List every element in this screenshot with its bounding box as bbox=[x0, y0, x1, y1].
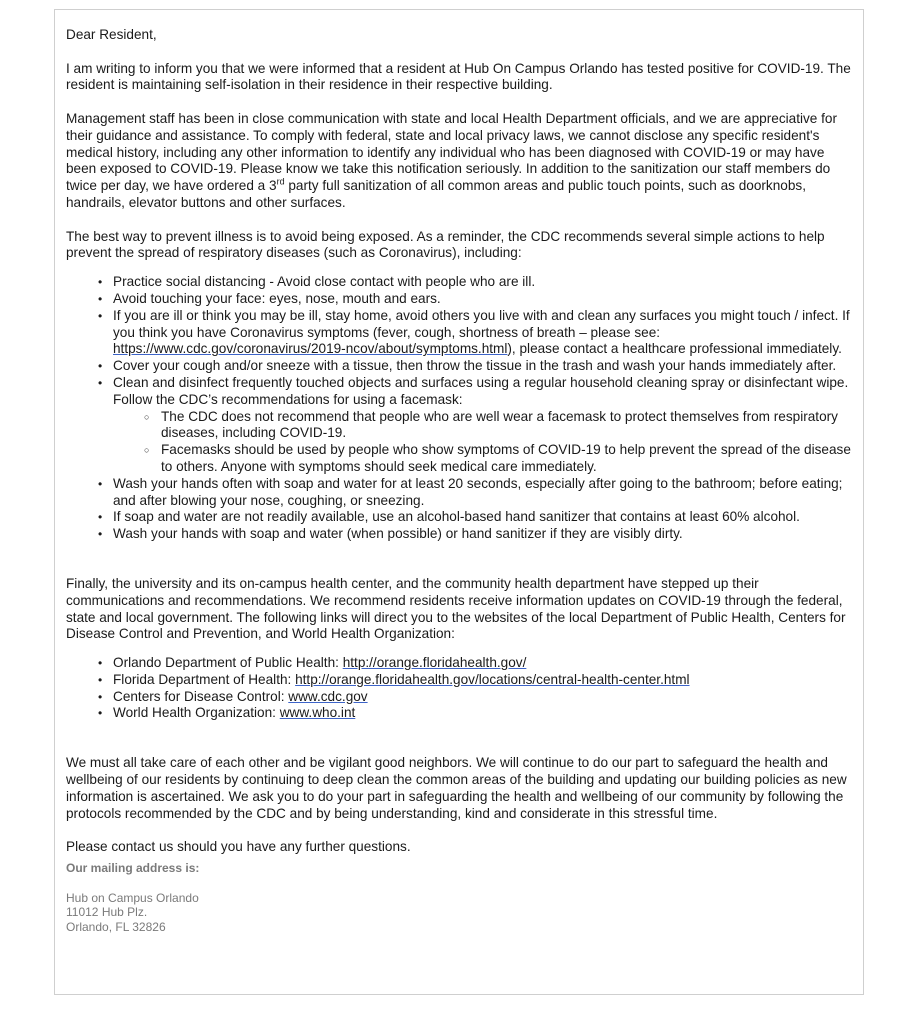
salutation: Dear Resident, bbox=[66, 27, 157, 42]
list-item bbox=[66, 705, 856, 722]
paragraph-management-text: Management staff has been in close communication with state and local Health Department officials, and we are appreciative for their guidance and assistance. To comply with federal, state and local privacy laws, we cannot disclose any specific resident's medical history, including any other information to identify any individual who has been diagnosed with COVID-19 or may have been exposed to COVID-19. Please know we take this notification seriously. In addition to the sanitization our staff members do twice per day, we have ordered a 3 bbox=[66, 110, 837, 194]
email-body bbox=[66, 27, 856, 935]
list-item-text: Cover your cough and/or sneeze with a tissue, then throw the tissue in the trash and wash your hands immediately after. bbox=[113, 358, 837, 374]
list-item-text: If soap and water are not readily available, use an alcohol-based hand sanitizer that contains at least 60% alcohol. bbox=[113, 509, 800, 525]
orlando-health-link[interactable]: http://orange.floridahealth.gov/ bbox=[342, 655, 527, 671]
sublist-item bbox=[66, 409, 856, 443]
list-item bbox=[66, 358, 856, 375]
link-label: Centers for Disease Control: bbox=[113, 688, 289, 704]
sublist-item-text: Facemasks should be used by people who show symptoms of COVID-19 to help prevent the spread of the disease to others. Anyone with symptoms should seek medical care immediately. bbox=[161, 442, 851, 474]
prevention-list bbox=[66, 274, 856, 543]
list-item bbox=[66, 526, 856, 543]
list-item-text: Practice social distancing - Avoid close contact with people who are ill. bbox=[113, 274, 536, 290]
resource-links-list bbox=[66, 655, 856, 722]
list-item-text: If you are ill or think you may be ill, stay home, avoid others you live with and clean any surfaces you might touch / infect. If you think you have Coronavirus symptoms (fever, cough, shortness of breath – please see: bbox=[113, 307, 850, 340]
paragraph-prevention: The best way to prevent illness is to avoid being exposed. As a reminder, the CDC recommends several simple actions to help prevent the spread of respiratory diseases (such as Coronavirus), including: bbox=[66, 228, 825, 261]
list-item-text: Wash your hands with soap and water (when possible) or hand sanitizer if they are visibly dirty. bbox=[113, 526, 683, 542]
list-item bbox=[66, 291, 856, 308]
mailing-address bbox=[66, 891, 856, 935]
cdc-symptoms-link[interactable]: https://www.cdc.gov/coronavirus/2019-ncov/about/symptoms.html bbox=[113, 341, 508, 357]
paragraph-resources: Finally, the university and its on-campus health center, and the community health department have stepped up their communications and recommendations. We recommend residents receive information updates on COVID-19 through the federal, state and local government. The following links will direct you to the websites of the local Department of Public Health, Centers for Disease Control and Prevention, and World Health Organization: bbox=[66, 575, 846, 642]
paragraph-closing: We must all take care of each other and be vigilant good neighbors. We will continue to do our part to safeguard the health and wellbeing of our residents by continuing to deep clean the common areas of the building and updating our building policies as new information is ascertained. We ask you to do your part in safeguarding the health and wellbeing of our community by following the protocols recommended by the CDC and by being understanding, kind and considerate in this stressful time. bbox=[66, 755, 847, 821]
list-item bbox=[66, 375, 856, 476]
who-link[interactable]: www.who.int bbox=[279, 705, 356, 721]
list-item bbox=[66, 655, 856, 672]
address-line: Orlando, FL 32826 bbox=[66, 920, 166, 935]
list-item-text: Avoid touching your face: eyes, nose, mouth and ears. bbox=[113, 290, 441, 306]
sublist-item-text: The CDC does not recommend that people who are well wear a facemask to protect themselves from respiratory diseases, including COVID-19. bbox=[161, 408, 838, 441]
list-item-text-end: ), please contact a healthcare professional immediately. bbox=[507, 341, 842, 357]
address-line: Hub on Campus Orlando bbox=[66, 890, 199, 905]
link-label: Florida Department of Health: bbox=[113, 671, 296, 687]
link-label: Orlando Department of Public Health: bbox=[113, 655, 343, 671]
list-item bbox=[66, 689, 856, 706]
list-item bbox=[66, 509, 856, 526]
ordinal-superscript: rd bbox=[276, 176, 285, 187]
list-item bbox=[66, 274, 856, 291]
link-label: World Health Organization: bbox=[113, 705, 280, 721]
list-item-text: Clean and disinfect frequently touched objects and surfaces using a regular household cleaning spray or disinfectant wipe. Follow the CDC’s recommendations for using a facemask: bbox=[113, 374, 849, 407]
list-item bbox=[66, 476, 856, 510]
florida-health-link[interactable]: http://orange.floridahealth.gov/locations/central-health-center.html bbox=[295, 671, 690, 687]
paragraph-notice: I am writing to inform you that we were informed that a resident at Hub On Campus Orlando has tested positive for COVID-19. The resident is maintaining self-isolation in their residence in their respective building. bbox=[66, 60, 851, 93]
list-item bbox=[66, 672, 856, 689]
paragraph-contact: Please contact us should you have any further questions. bbox=[66, 839, 411, 855]
paragraph-management-text-end: party full sanitization of all common areas and public touch points, such as doorknobs, handrails, elevator buttons and other surfaces. bbox=[66, 178, 806, 210]
facemask-sublist bbox=[113, 409, 856, 476]
list-item-text: Wash your hands often with soap and water for at least 20 seconds, especially after going to the bathroom; before eating; and after blowing your nose, coughing, or sneezing. bbox=[113, 475, 843, 508]
mailing-address-label: Our mailing address is: bbox=[66, 861, 200, 876]
sublist-item bbox=[66, 442, 856, 476]
list-item bbox=[66, 308, 856, 358]
cdc-link[interactable]: www.cdc.gov bbox=[288, 688, 368, 704]
paragraph-management bbox=[66, 111, 856, 212]
address-line: 11012 Hub Plz. bbox=[66, 905, 148, 920]
